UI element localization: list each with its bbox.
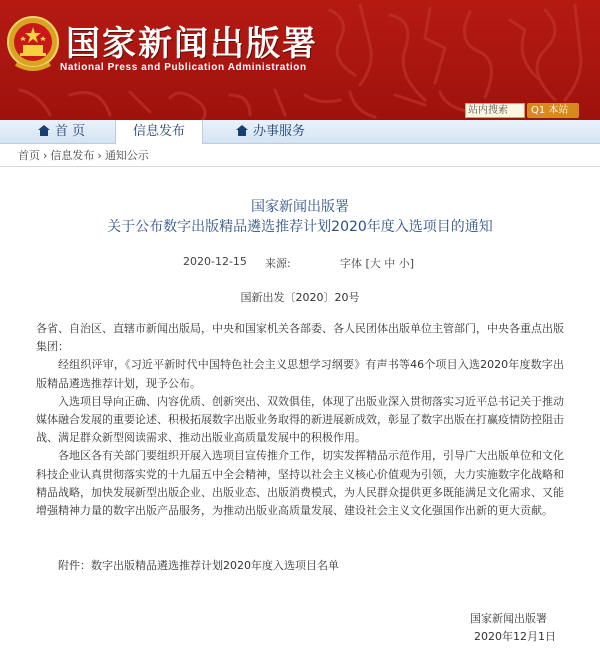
main-nav bbox=[0, 120, 600, 144]
nav-item-services[interactable] bbox=[236, 122, 305, 142]
nav-item-home[interactable] bbox=[38, 122, 85, 142]
article-title: 关于公布数字出版精品遴选推荐计划2020年度入选项目的通知 bbox=[107, 219, 493, 235]
document-number: 国新出发〔2020〕20号 bbox=[240, 291, 360, 304]
breadcrumb-home[interactable]: 首页 bbox=[18, 149, 40, 162]
nav-item-news[interactable]: 信息发布 bbox=[115, 120, 203, 144]
paragraph: 入选项目导向正确、内容优质、创新突出、双效俱佳，体现了出版业深入贯彻落实习近平总书记关于推动媒体融合发展的重要论述、积极拓展数字出版业务取得的新进展新成效，彰显了数字出版在打赢疫情防控阻击战、满足群众新型阅读需求、推动出版业高质量发展中的积极作用。 bbox=[36, 394, 564, 445]
nav-label-services: 办事服务 bbox=[253, 124, 306, 139]
paragraph-addressee: 各省、自治区、直辖市新闻出版局，中央和国家机关各部委、各人民团体出版单位主管部门，中央各重点出版集团： bbox=[36, 322, 564, 354]
national-emblem-icon bbox=[6, 14, 60, 74]
paragraph: 经组织评审，《习近平新时代中国特色社会主义思想学习纲要》有声书等46个项目入选2020年度数字出版精品遴选推荐计划，现予公布。 bbox=[36, 358, 564, 390]
font-size-small[interactable]: 小 bbox=[398, 257, 410, 270]
home-icon bbox=[38, 125, 50, 136]
font-size-large[interactable]: 大 bbox=[369, 257, 381, 270]
search-button[interactable]: Q1 本站 bbox=[527, 103, 579, 118]
paragraph: 各地区各有关部门要组织开展入选项目宣传推介工作，切实发挥精品示范作用，引导广大出版单位和文化科技企业认真贯彻落实党的十九届五中全会精神，坚持以社会主义核心价值观为引领，大力实施数字化战略和精品战略，加快发展新型出版企业、出版业态、出版消费模式，为人民群众提供更多既能满足文化需求、又能增强精神力量的数字出版产品服务，为推动出版业高质量发展、建设社会主义文化强国作出新的更大贡献。 bbox=[36, 449, 564, 518]
signature-date: 2020年12月1日 bbox=[474, 630, 556, 643]
site-title-english: National Press and Publication Administration bbox=[60, 62, 307, 73]
attachment-link[interactable]: 附件：数字出版精品遴选推荐计划2020年度入选项目名单 bbox=[58, 559, 339, 572]
font-size-control: 字体 [大 中 小] bbox=[340, 257, 415, 270]
article-body bbox=[36, 320, 564, 520]
article-source: 来源: bbox=[265, 257, 291, 270]
font-size-label: 字体 bbox=[340, 257, 362, 270]
search-input[interactable] bbox=[465, 103, 525, 118]
site-header bbox=[0, 0, 600, 120]
font-size-medium[interactable]: 中 bbox=[384, 257, 396, 270]
article-date: 2020-12-15 bbox=[183, 255, 247, 268]
service-icon bbox=[236, 125, 248, 136]
article-org: 国家新闻出版署 bbox=[251, 199, 349, 215]
breadcrumb-notices[interactable]: 通知公示 bbox=[104, 149, 149, 162]
signature-org: 国家新闻出版署 bbox=[470, 612, 547, 625]
site-title: 国家新闻出版署 bbox=[66, 24, 318, 64]
breadcrumb-news[interactable]: 信息发布 bbox=[50, 149, 95, 162]
breadcrumb: 首页 › 信息发布 › 通知公示 bbox=[0, 144, 600, 167]
nav-label-home: 首 页 bbox=[55, 124, 86, 139]
site-search bbox=[465, 103, 600, 119]
